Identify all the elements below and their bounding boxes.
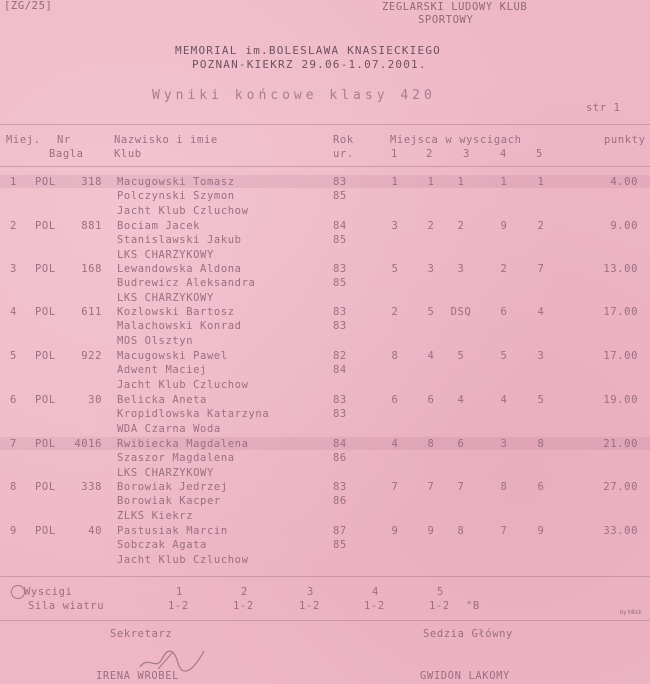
wind-race-4: 1-2 <box>364 600 385 612</box>
helm-year: 83 <box>333 263 347 275</box>
race-1-place: 5 <box>391 263 399 275</box>
sail-number: 922 <box>81 350 102 362</box>
club-name: WDA Czarna Woda <box>117 423 221 435</box>
col-rok: Rok <box>333 134 354 146</box>
race-4-place: 1 <box>500 176 508 188</box>
crew-year: 84 <box>333 364 347 376</box>
country: POL <box>35 438 56 450</box>
table-row-9 <box>0 525 650 569</box>
crew-year: 85 <box>333 190 347 202</box>
race-1-place: 4 <box>391 438 399 450</box>
col-ur: ur. <box>333 148 354 160</box>
race-3-place: 1 <box>457 176 465 188</box>
sail-number: 881 <box>81 220 102 232</box>
race-num-5: 5 <box>437 586 444 598</box>
race-2-place: 7 <box>427 481 435 493</box>
judge-label: Sedzia Główny <box>423 628 513 640</box>
race-num-4: 4 <box>372 586 379 598</box>
club-name: Jacht Klub Czluchow <box>117 554 249 566</box>
helm-name: Macugowski Tomasz <box>117 176 235 188</box>
country: POL <box>35 525 56 537</box>
table-row-1 <box>0 176 650 220</box>
place: 2 <box>10 220 17 232</box>
table-row-8 <box>0 481 650 525</box>
document-code: [ZG/25] <box>4 0 53 12</box>
table-row-6 <box>0 394 650 438</box>
col-race-5: 5 <box>536 148 543 160</box>
club-name: MOS Olsztyn <box>117 335 194 347</box>
crew-name: Stanislawski Jakub <box>117 234 242 246</box>
club-name: LKS CHARZYKOWY <box>117 249 214 261</box>
place: 9 <box>10 525 17 537</box>
col-club: Klub <box>114 148 142 160</box>
race-num-1: 1 <box>176 586 183 598</box>
race-4-place: 7 <box>500 525 508 537</box>
races-label: Wyscigi <box>24 586 73 598</box>
race-num-2: 2 <box>241 586 248 598</box>
results-rule-bottom <box>0 576 650 577</box>
wind-race-2: 1-2 <box>233 600 254 612</box>
col-nr: Nr <box>57 134 71 146</box>
header-rule-top <box>0 124 650 125</box>
race-1-place: 7 <box>391 481 399 493</box>
race-1-place: 2 <box>391 306 399 318</box>
race-1-place: 6 <box>391 394 399 406</box>
crew-year: 85 <box>333 539 347 551</box>
race-3-place: 2 <box>457 220 465 232</box>
race-5-place: 7 <box>537 263 545 275</box>
place: 8 <box>10 481 17 493</box>
club-name: LKS CHARZYKOWY <box>117 292 214 304</box>
secretary-label: Sekretarz <box>110 628 173 640</box>
country: POL <box>35 394 56 406</box>
helm-name: Belicka Aneta <box>117 394 207 406</box>
event-title: MEMORIAL im.BOLESLAWA KNASIECKIEGO <box>175 44 441 57</box>
helm-year: 83 <box>333 481 347 493</box>
helm-year: 82 <box>333 350 347 362</box>
page-number: str 1 <box>586 102 621 114</box>
race-5-place: 8 <box>537 438 545 450</box>
table-row-2 <box>0 220 650 264</box>
col-race-3: 3 <box>463 148 470 160</box>
crew-year: 85 <box>333 234 347 246</box>
col-bagla: Bagla <box>49 148 84 160</box>
club-name: LKS CHARZYKOWY <box>117 467 214 479</box>
header-rule-bottom <box>0 166 650 167</box>
country: POL <box>35 220 56 232</box>
race-1-place: 3 <box>391 220 399 232</box>
results-subtitle: Wyniki końcowe klasy 420 <box>152 88 436 103</box>
crew-name: Szaszor Magdalena <box>117 452 235 464</box>
event-place-date: POZNAN-KIEKRZ 29.06-1.07.2001. <box>192 58 427 71</box>
club-name-line2: SPORTOWY <box>418 14 474 26</box>
sail-number: 40 <box>88 525 102 537</box>
crew-name: Kropidlowska Katarzyna <box>117 408 270 420</box>
crew-year: 83 <box>333 408 347 420</box>
race-4-place: 9 <box>500 220 508 232</box>
race-5-place: 3 <box>537 350 545 362</box>
race-3-place: 5 <box>457 350 465 362</box>
points: 4.00 <box>610 176 638 188</box>
race-3-place: 3 <box>457 263 465 275</box>
race-5-place: 6 <box>537 481 545 493</box>
country: POL <box>35 176 56 188</box>
col-name: Nazwisko i imie <box>114 134 218 146</box>
helm-name: Lewandowska Aldona <box>117 263 242 275</box>
race-4-place: 4 <box>500 394 508 406</box>
race-3-place: 4 <box>457 394 465 406</box>
table-row-5 <box>0 350 650 394</box>
wind-race-5: 1-2 <box>429 600 450 612</box>
race-4-place: 6 <box>500 306 508 318</box>
place: 1 <box>10 176 17 188</box>
sail-number: 168 <box>81 263 102 275</box>
race-2-place: 5 <box>427 306 435 318</box>
helm-year: 83 <box>333 394 347 406</box>
helm-year: 87 <box>333 525 347 537</box>
race-num-3: 3 <box>307 586 314 598</box>
place: 7 <box>10 438 17 450</box>
race-3-place: 6 <box>457 438 465 450</box>
col-race-1: 1 <box>391 148 398 160</box>
crew-name: Sobczak Agata <box>117 539 207 551</box>
club-name-line1: ZEGLARSKI LUDOWY KLUB <box>382 1 528 13</box>
scan-watermark: by Mlick <box>620 610 642 616</box>
helm-name: Bociam Jacek <box>117 220 201 232</box>
points: 33.00 <box>603 525 638 537</box>
race-2-place: 3 <box>427 263 435 275</box>
helm-year: 83 <box>333 176 347 188</box>
club-name: Jacht Klub Czluchow <box>117 379 249 391</box>
helm-name: Borowiak Jedrzej <box>117 481 228 493</box>
crew-name: Polczynski Szymon <box>117 190 235 202</box>
country: POL <box>35 481 56 493</box>
sail-number: 338 <box>81 481 102 493</box>
helm-name: Kozlowski Bartosz <box>117 306 235 318</box>
points: 13.00 <box>603 263 638 275</box>
crew-name: Adwent Maciej <box>117 364 207 376</box>
helm-name: Pastusiak Marcin <box>117 525 228 537</box>
crew-name: Malachowski Konrad <box>117 320 242 332</box>
race-5-place: 2 <box>537 220 545 232</box>
race-2-place: 8 <box>427 438 435 450</box>
points: 19.00 <box>603 394 638 406</box>
points: 21.00 <box>603 438 638 450</box>
race-3-place: 8 <box>457 525 465 537</box>
col-miejsca: Miejsca w wyscigach <box>390 134 522 146</box>
crew-name: Borowiak Kacper <box>117 495 221 507</box>
race-2-place: 4 <box>427 350 435 362</box>
wind-unit: °B <box>466 600 480 612</box>
col-race-4: 4 <box>500 148 507 160</box>
sail-number: 30 <box>88 394 102 406</box>
helm-year: 84 <box>333 220 347 232</box>
secretary-name: IRENA WROBEL <box>96 670 180 682</box>
race-1-place: 1 <box>391 176 399 188</box>
crew-year: 86 <box>333 452 347 464</box>
sail-number: 4016 <box>74 438 102 450</box>
race-2-place: 6 <box>427 394 435 406</box>
country: POL <box>35 350 56 362</box>
race-2-place: 1 <box>427 176 435 188</box>
race-1-place: 8 <box>391 350 399 362</box>
crew-name: Budrewicz Aleksandra <box>117 277 256 289</box>
place: 5 <box>10 350 17 362</box>
helm-name: Macugowski Pawel <box>117 350 228 362</box>
wind-label: Sila wiatru <box>28 600 105 612</box>
col-miej: Miej. <box>6 134 41 146</box>
wind-race-1: 1-2 <box>168 600 189 612</box>
sail-number: 318 <box>81 176 102 188</box>
race-1-place: 9 <box>391 525 399 537</box>
race-5-place: 1 <box>537 176 545 188</box>
points: 9.00 <box>610 220 638 232</box>
points: 17.00 <box>603 350 638 362</box>
sail-number: 611 <box>81 306 102 318</box>
col-race-2: 2 <box>426 148 433 160</box>
crew-year: 83 <box>333 320 347 332</box>
helm-year: 84 <box>333 438 347 450</box>
col-punkty: punkty <box>604 134 646 146</box>
race-2-place: 9 <box>427 525 435 537</box>
helm-name: Rwibiecka Magdalena <box>117 438 249 450</box>
race-4-place: 8 <box>500 481 508 493</box>
race-4-place: 3 <box>500 438 508 450</box>
club-name: ZLKS Kiekrz <box>117 510 194 522</box>
race-5-place: 9 <box>537 525 545 537</box>
race-4-place: 5 <box>500 350 508 362</box>
helm-year: 83 <box>333 306 347 318</box>
country: POL <box>35 263 56 275</box>
judge-name: GWIDON LAKOMY <box>420 670 510 682</box>
table-row-4 <box>0 306 650 350</box>
points: 27.00 <box>603 481 638 493</box>
club-name: Jacht Klub Czluchow <box>117 205 249 217</box>
place: 3 <box>10 263 17 275</box>
race-5-place: 4 <box>537 306 545 318</box>
country: POL <box>35 306 56 318</box>
place: 4 <box>10 306 17 318</box>
points: 17.00 <box>603 306 638 318</box>
race-3-place: DSQ <box>450 306 472 318</box>
race-3-place: 7 <box>457 481 465 493</box>
mark-circle <box>11 585 25 599</box>
table-row-3 <box>0 263 650 307</box>
footer-rule <box>0 620 650 621</box>
place: 6 <box>10 394 17 406</box>
table-row-7 <box>0 438 650 482</box>
crew-year: 86 <box>333 495 347 507</box>
race-2-place: 2 <box>427 220 435 232</box>
crew-year: 85 <box>333 277 347 289</box>
wind-race-3: 1-2 <box>299 600 320 612</box>
race-5-place: 5 <box>537 394 545 406</box>
race-4-place: 2 <box>500 263 508 275</box>
